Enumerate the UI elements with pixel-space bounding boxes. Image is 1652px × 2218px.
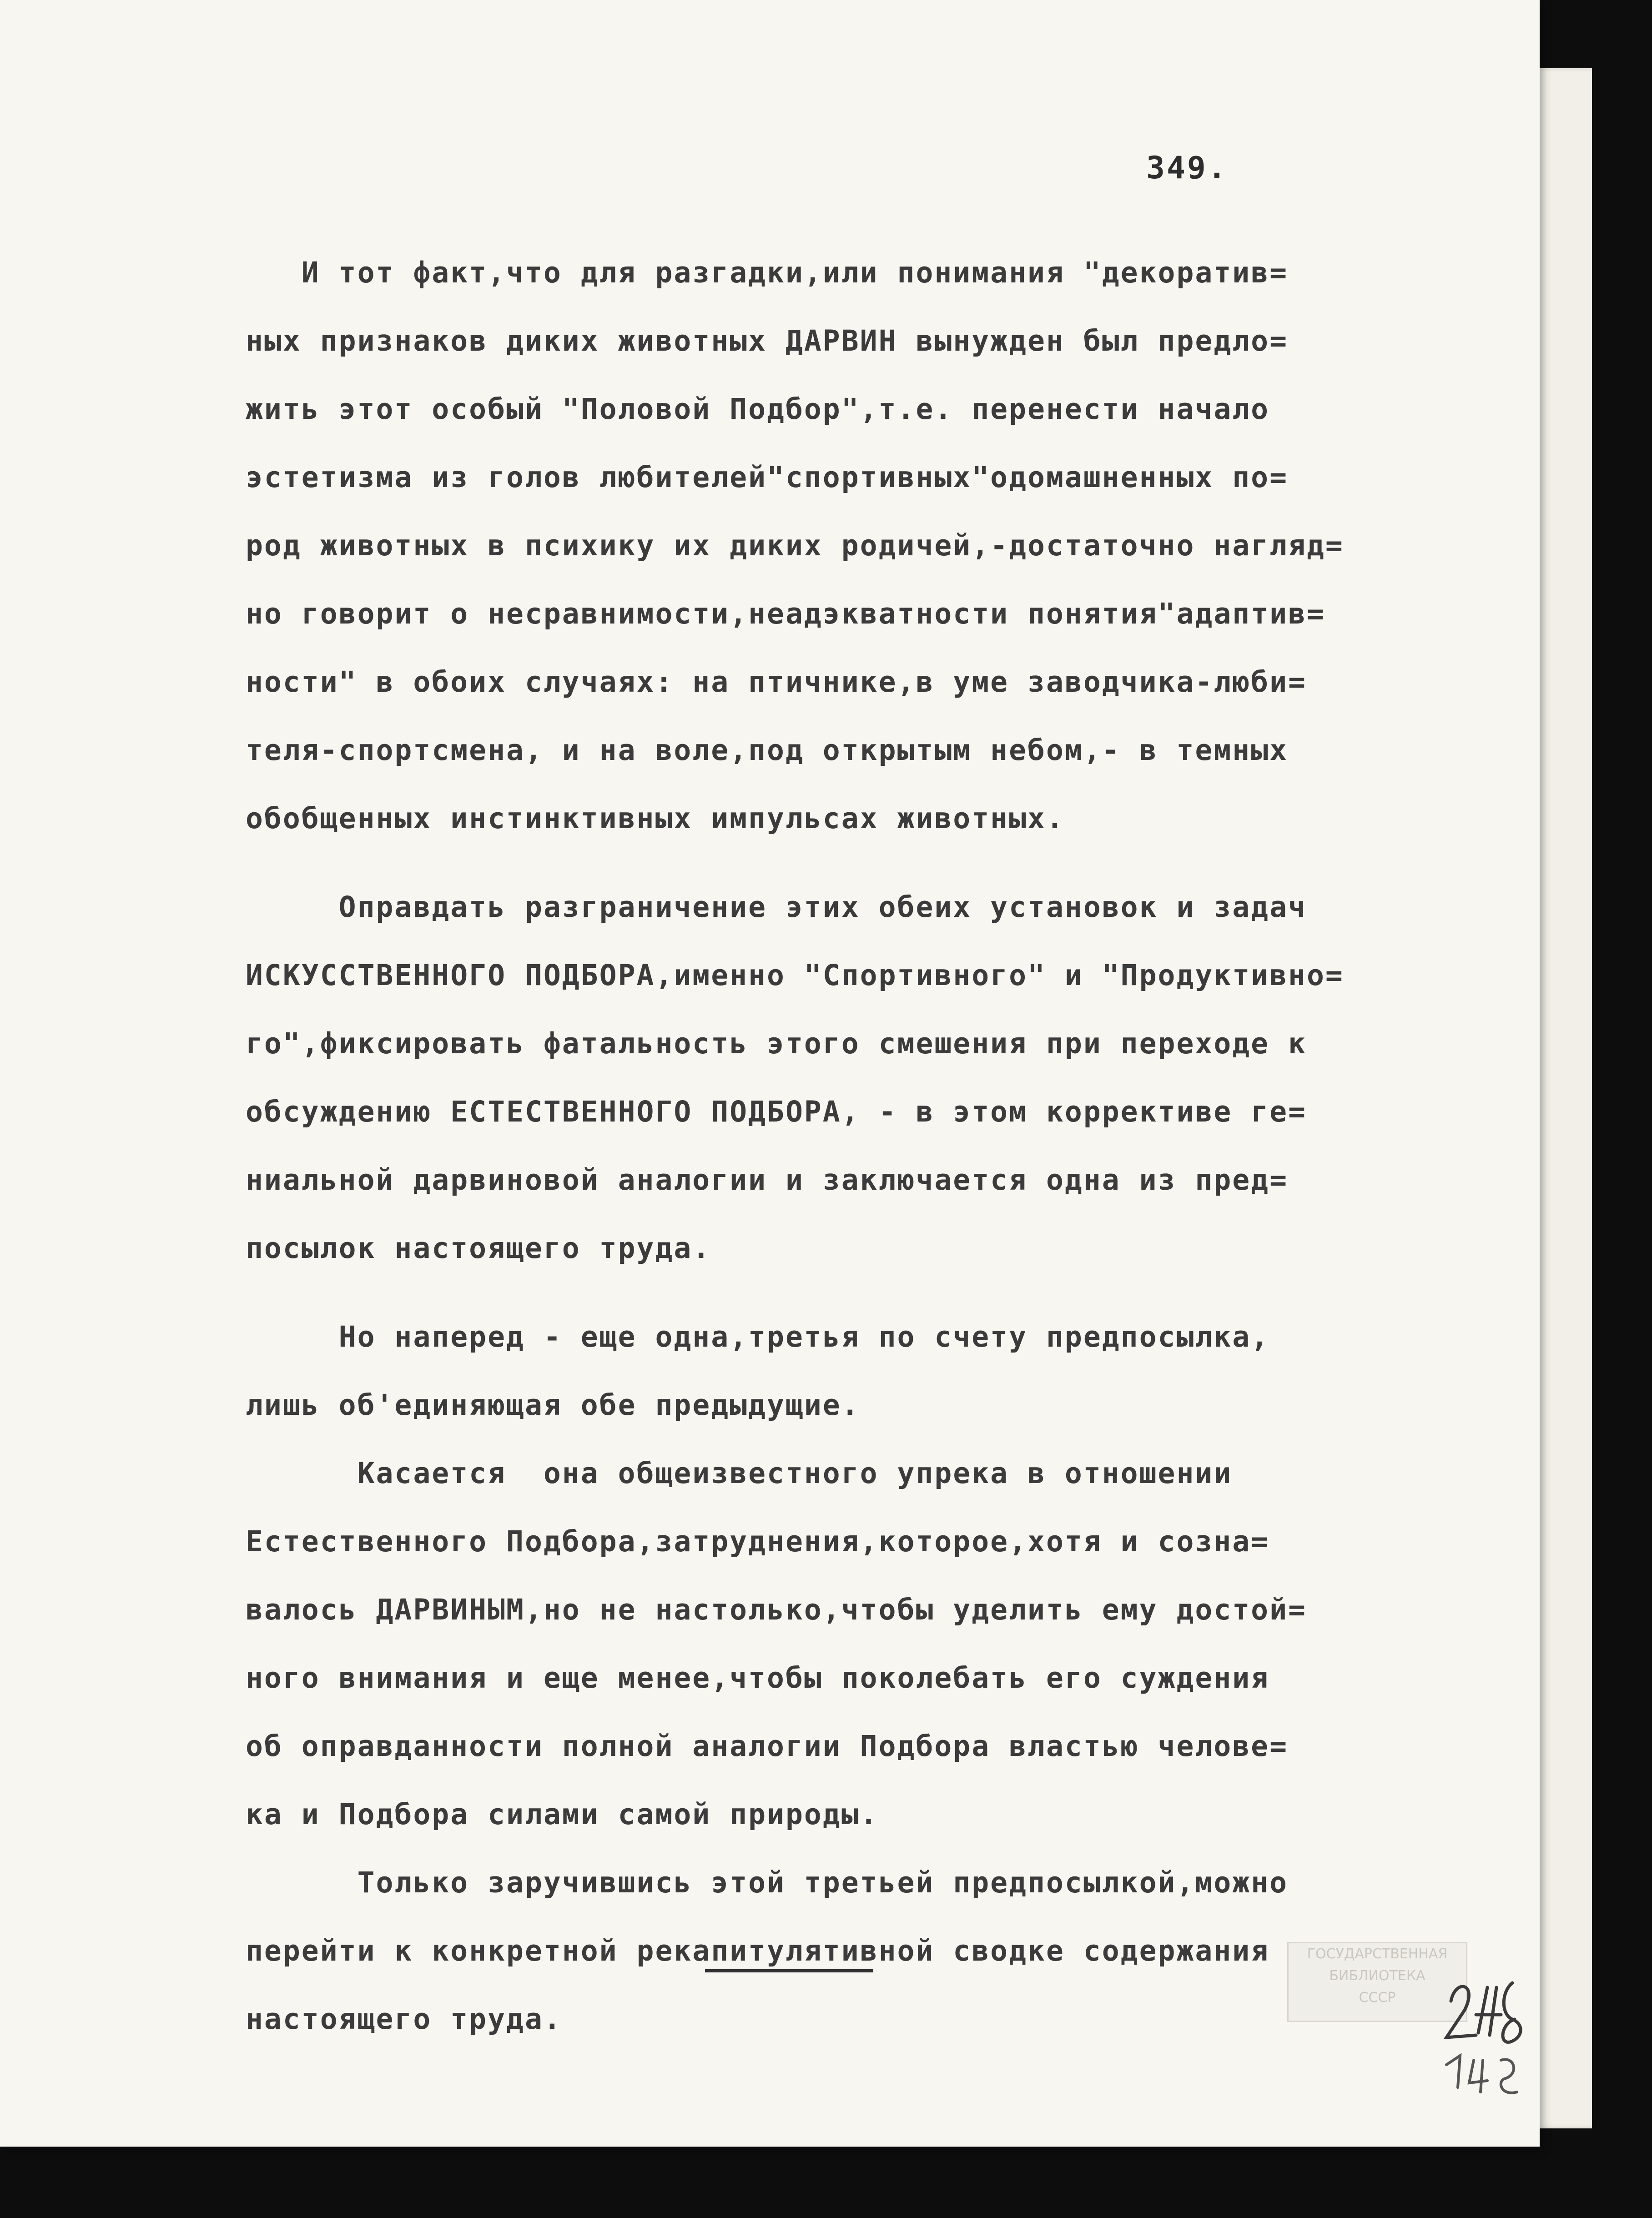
text-line: Оправдать разграничение этих обеих установок и задач — [246, 890, 1307, 924]
text-line: Касается она общеизвестного упрека в отношении — [246, 1457, 1233, 1490]
text-line: перейти к конкретной рекапитулятивной сводке содержания — [246, 1934, 1270, 1967]
paragraph-5 — [246, 1849, 1465, 2053]
text-line: но говорит о несравнимости,неадэкватности понятия"адаптив= — [246, 597, 1325, 630]
text-line: валось ДАРВИНЫМ,но не настолько,чтобы уделить ему достой= — [246, 1593, 1307, 1626]
text-line: ных признаков диких животных ДАРВИН вынужден был предло= — [246, 324, 1289, 357]
paragraph-3 — [246, 1303, 1465, 1439]
stamp-line: СССР — [1359, 1990, 1396, 2006]
text-line: обобщенных инстинктивных импульсах животных. — [246, 802, 1065, 835]
text-line: посылок настоящего труда. — [246, 1232, 711, 1265]
text-line: Но наперед - еще одна,третья по счету предпосылка, — [246, 1320, 1270, 1353]
text-line: род животных в психику их диких родичей,-достаточно нагляд= — [246, 529, 1344, 562]
text-line: ности" в обоих случаях: на птичнике,в уме заводчика-люби= — [246, 665, 1307, 699]
text-line: ниальной дарвиновой аналогии и заключается одна из пред= — [246, 1163, 1289, 1197]
paragraph-4 — [246, 1439, 1465, 1849]
text-line: настоящего труда. — [246, 2002, 562, 2036]
text-line: жить этот особый "Половой Подбор",т.е. перенести начало — [246, 392, 1270, 426]
handwritten-folio-number — [1433, 1969, 1537, 2106]
text-line: Только заручившись этой третьей предпосылкой,можно — [246, 1866, 1289, 1899]
text-line: об оправданности полной аналогии Подбора властью челове= — [246, 1730, 1289, 1763]
paragraph-gap — [246, 1283, 1465, 1303]
text-line: И тот факт,что для разгадки,или понимания "декоратив= — [246, 256, 1289, 289]
closing-rule — [705, 1969, 873, 1972]
text-line: обсуждению ЕСТЕСТВЕННОГО ПОДБОРА, - в этом коррективе ге= — [246, 1095, 1307, 1128]
paragraph-gap — [246, 853, 1465, 873]
text-line: Естественного Подбора,затруднения,которое,хотя и созна= — [246, 1525, 1270, 1558]
stamp-line: ГОСУДАРСТВЕННАЯ — [1307, 1946, 1448, 1962]
paragraph-1 — [246, 239, 1465, 853]
text-line: ного внимания и еще менее,чтобы поколебать его суждения — [246, 1661, 1270, 1695]
paragraph-2 — [246, 873, 1465, 1283]
stamp-line: БИБЛИОТЕКА — [1329, 1968, 1425, 1984]
text-line: ка и Подбора силами самой природы. — [246, 1798, 879, 1831]
text-line: лишь об'единяющая обе предыдущие. — [246, 1388, 860, 1422]
text-line: эстетизма из голов любителей"спортивных"одомашненных по= — [246, 461, 1289, 494]
text-line: теля-спортсмена, и на воле,под открытым небом,- в темных — [246, 734, 1289, 767]
page-number: 349. — [1146, 150, 1228, 186]
text-line: го",фиксировать фатальность этого смешения при переходе к — [246, 1027, 1307, 1060]
body-text — [246, 239, 1465, 2053]
text-line: ИСКУССТВЕННОГО ПОДБОРА,именно "Спортивного" и "Продуктивно= — [246, 959, 1344, 992]
